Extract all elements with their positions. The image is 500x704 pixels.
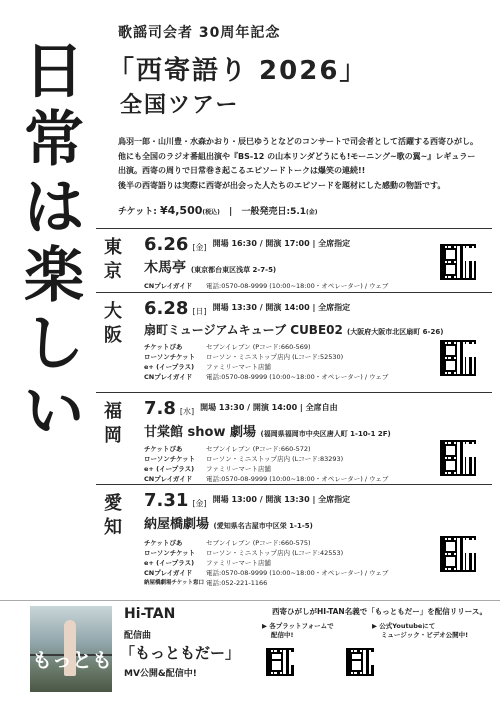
show-dow: [金] <box>192 243 207 252</box>
photo-caption: もっとも <box>32 648 112 672</box>
ticket-row: e+ (イープラス) ファミリーマート店舗 <box>144 363 271 371</box>
intro-line: 出演。西寄の周りで日常巻き起こるエピソードトークは爆笑の連続!! <box>118 166 366 175</box>
ticket-price: ¥4,500 <box>159 204 203 217</box>
venue-name: 扇町ミュージアムキューブ CUBE02 (大阪府大阪市北区扇町 6-26) <box>144 323 444 337</box>
vertical-title <box>18 38 90 446</box>
qr-code-icon[interactable] <box>440 244 476 280</box>
divider <box>96 292 492 293</box>
venue-address: (東京都台東区浅草 2-7-5) <box>190 266 277 274</box>
city-label: 大 阪 <box>104 301 122 346</box>
ticket-row: e+ (イープラス) ファミリーマート店舗 <box>144 465 271 473</box>
anniversary-label: 歌謡司会者 30周年記念 <box>118 25 281 41</box>
show-times: 開場 13:00 / 開演 13:30 | 全席指定 <box>212 495 351 504</box>
ticket-row: ローソンチケット ローソン・ミニストップ店内 (Lコード:83293) <box>144 455 344 463</box>
venue-name: 木馬亭 (東京都台東区浅草 2-7-5) <box>144 260 277 276</box>
show-dow: [水] <box>179 407 195 416</box>
city-label: 福 岡 <box>104 401 122 446</box>
show-osaka <box>96 296 500 386</box>
intro-line: 他にも全国のラジオ番組出演や『BS-12 の山本リンダどうにも!モーニング~歌の翼~』レギュラー <box>118 151 476 161</box>
intro-line: 後半の西寄語りは実際に西寄が出会った人たちのエピソードを題材にした感動の物語です。 <box>118 180 446 190</box>
ticket-tax: (税込) <box>202 209 220 216</box>
platform-note: ▶ 各プラットフォームで 配信中! <box>262 622 334 639</box>
vertical-title-char: し <box>24 309 84 379</box>
ticket-row: チケットぴあ セブンイレブン (Pコード:660-575) <box>144 539 311 547</box>
venue-name: 甘棠館 show 劇場 (福岡県福岡市中央区唐人町 1-10-1 2F) <box>144 425 391 440</box>
show-times: 開場 13:30 / 開演 14:00 | 全席指定 <box>212 303 351 312</box>
intro-line: 鳥羽一郎・山川豊・水森かおり・辰巳ゆうとなどのコンサートで司会者として活躍する西寄ひがし。 <box>118 137 478 146</box>
show-info <box>144 234 434 291</box>
page-title: 「西寄語り 2026」 <box>108 56 368 86</box>
venue-address: (大阪府大阪市北区扇町 6-26) <box>347 328 444 336</box>
qr-code-icon[interactable] <box>440 340 476 376</box>
intro-text <box>118 135 490 193</box>
city-label: 東 京 <box>104 237 122 282</box>
vertical-title-char: 日 <box>24 37 84 107</box>
ticket-row: ローソンチケット ローソン・ミニストップ店内 (Lコード:42553) <box>144 549 344 557</box>
divider <box>96 228 492 229</box>
release-label: 配信曲 <box>124 631 152 641</box>
release-text: 西寄ひがしがHI-TAN名義で「もっともだー」を配信リリース。 <box>272 607 488 616</box>
ticket-row: ローソンチケット ローソン・ミニストップ店内 (Lコード:52530) <box>144 353 344 361</box>
show-dow: [日] <box>192 307 207 316</box>
show-times: 開場 16:30 / 開演 17:00 | 全席指定 <box>212 239 351 248</box>
artist-photo <box>30 606 112 692</box>
divider <box>96 392 492 393</box>
vertical-title-char: 常 <box>24 105 84 175</box>
ticket-row: CNプレイガイド 電話:0570-08-9999 (10:00~18:00・オペレーター) / ウェブ <box>144 373 389 381</box>
ticket-label: チケット: <box>118 207 157 217</box>
venue-address: (福岡県福岡市中央区唐人町 1-10-1 2F) <box>260 430 391 438</box>
qr-code-icon[interactable] <box>266 648 294 676</box>
show-date: 7.8 <box>144 398 176 419</box>
vertical-title-char: は <box>24 173 84 243</box>
ticket-row: e+ (イープラス) ファミリーマート店舗 <box>144 559 271 567</box>
ticket-row: 納屋橋劇場チケット窓口 電話:052-221-1166 <box>144 579 268 587</box>
venue-name: 納屋橋劇場 (愛知県名古屋市中区栄 1-1-5) <box>144 517 313 532</box>
show-date: 6.26 <box>144 234 189 255</box>
mv-announcement: MV公開&配信中! <box>124 669 197 679</box>
ticket-row: CNプレイガイド 電話:0570-08-9999 (10:00~18:00・オペレーター) / ウェブ <box>144 569 389 577</box>
ticket-info <box>118 204 318 217</box>
vertical-title-char: い <box>24 377 84 447</box>
artist-name: Hi-TAN <box>124 606 176 622</box>
venue-address: (愛知県名古屋市中区栄 1-1-5) <box>213 522 313 530</box>
ticket-row: CNプレイガイド 電話:0570-08-9999 (10:00~18:00・オペレーター) / ウェブ <box>144 475 389 483</box>
qr-code-icon[interactable] <box>440 536 476 572</box>
show-aichi <box>96 488 500 592</box>
show-info <box>144 490 444 588</box>
show-date: 6.28 <box>144 298 189 319</box>
page-subtitle: 全国ツアー <box>120 93 240 118</box>
youtube-note: ▶ 公式Youtubeにて ミュージック・ビデオ公開中! <box>372 622 469 639</box>
divider <box>96 484 492 485</box>
city-label: 愛 知 <box>104 493 122 538</box>
show-info <box>144 398 444 484</box>
show-date: 7.31 <box>144 490 189 511</box>
release-dow: (金) <box>306 209 318 216</box>
ticket-row: チケットぴあ セブンイレブン (Pコード:660-572) <box>144 445 311 453</box>
show-fukuoka <box>96 396 500 482</box>
song-title: 「もっともだー」 <box>120 644 241 662</box>
qr-code-icon[interactable] <box>440 440 476 476</box>
vertical-title-char: 楽 <box>24 241 84 311</box>
ticket-row: CNプレイガイド 電話:0570-08-9999 (10:00~18:00・オペレーター) / ウェブ <box>144 282 389 290</box>
show-tokyo <box>96 232 500 288</box>
divider <box>0 600 500 601</box>
ticket-sep: | <box>229 207 233 217</box>
release-date: 一般発売日:5.1 <box>241 207 307 217</box>
show-info <box>144 298 444 382</box>
qr-code-icon[interactable] <box>346 648 374 676</box>
show-times: 開場 13:30 / 開演 14:00 | 全席自由 <box>200 403 338 412</box>
ticket-row: チケットぴあ セブンイレブン (Pコード:660-569) <box>144 343 311 351</box>
show-dow: [金] <box>192 499 207 508</box>
